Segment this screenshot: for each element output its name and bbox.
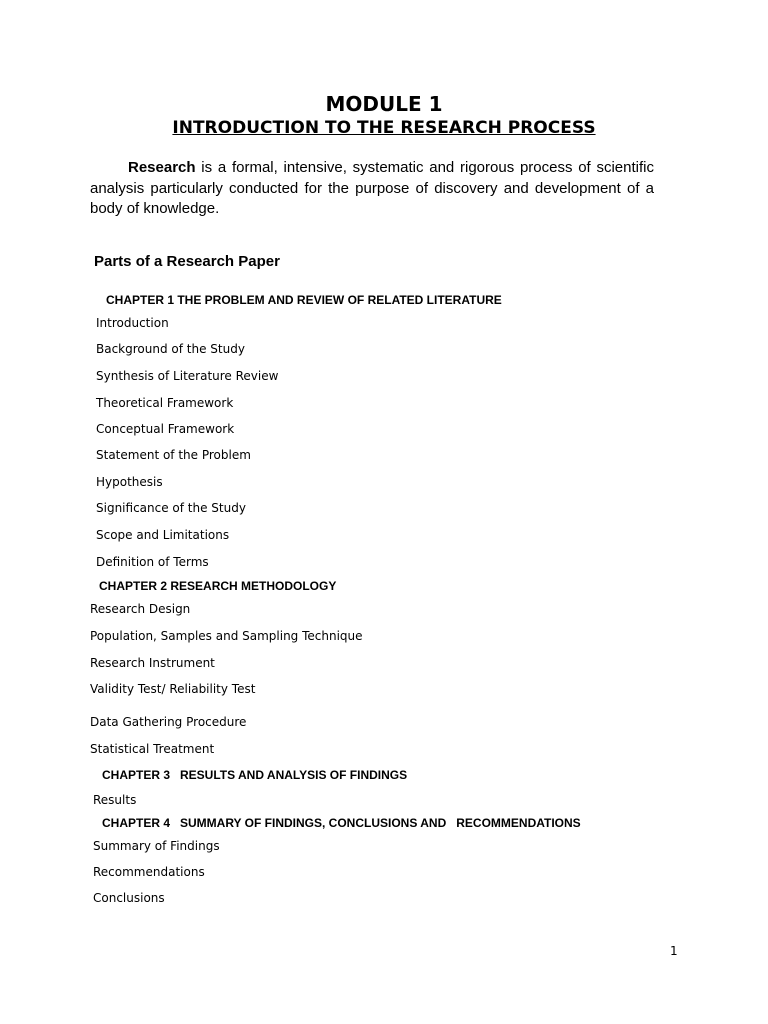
intro-paragraph xyxy=(90,158,654,220)
list-item: Introduction xyxy=(96,316,169,330)
intro-line-3: body of knowledge. xyxy=(90,200,220,217)
chapter-4-heading: CHAPTER 4 SUMMARY OF FINDINGS, CONCLUSIONS AND RECOMMENDATIONS xyxy=(102,816,581,830)
list-item: Significance of the Study xyxy=(96,501,246,515)
list-item: Scope and Limitations xyxy=(96,528,230,542)
chapter-1-heading: CHAPTER 1 THE PROBLEM AND REVIEW OF RELATED LITERATURE xyxy=(106,293,502,307)
chapter-2-heading: CHAPTER 2 RESEARCH METHODOLOGY xyxy=(99,579,337,593)
intro-term: Research xyxy=(128,159,196,176)
list-item: Summary of Findings xyxy=(93,839,220,853)
intro-line-2: analysis particularly conducted for the purpose of discovery and development of a xyxy=(90,179,654,197)
list-item: Conceptual Framework xyxy=(96,422,235,436)
list-item: Population, Samples and Sampling Technique xyxy=(90,629,363,643)
list-item: Statement of the Problem xyxy=(96,448,251,462)
parts-heading: Parts of a Research Paper xyxy=(94,253,280,270)
list-item: Recommendations xyxy=(93,865,205,879)
list-item: Background of the Study xyxy=(96,342,245,356)
module-title: MODULE 1 xyxy=(325,92,443,116)
list-item: Research Instrument xyxy=(90,656,215,670)
list-item: Results xyxy=(93,793,137,807)
list-item: Definition of Terms xyxy=(96,555,209,569)
list-item: Data Gathering Procedure xyxy=(90,715,247,729)
list-item: Synthesis of Literature Review xyxy=(96,369,279,383)
list-item: Research Design xyxy=(90,602,191,616)
chapter-3-heading: CHAPTER 3 RESULTS AND ANALYSIS OF FINDINGS xyxy=(102,768,408,782)
page-number: 1 xyxy=(670,944,678,958)
intro-line-1 xyxy=(90,158,654,179)
intro-line-1-text: is a formal, intensive, systematic and rigorous process of scientific xyxy=(195,159,654,176)
list-item: Statistical Treatment xyxy=(90,742,215,756)
module-subtitle: INTRODUCTION TO THE RESEARCH PROCESS xyxy=(172,118,596,138)
list-item: Theoretical Framework xyxy=(96,396,234,410)
list-item: Validity Test/ Reliability Test xyxy=(90,682,256,696)
list-item: Conclusions xyxy=(93,891,165,905)
list-item: Hypothesis xyxy=(96,475,163,489)
